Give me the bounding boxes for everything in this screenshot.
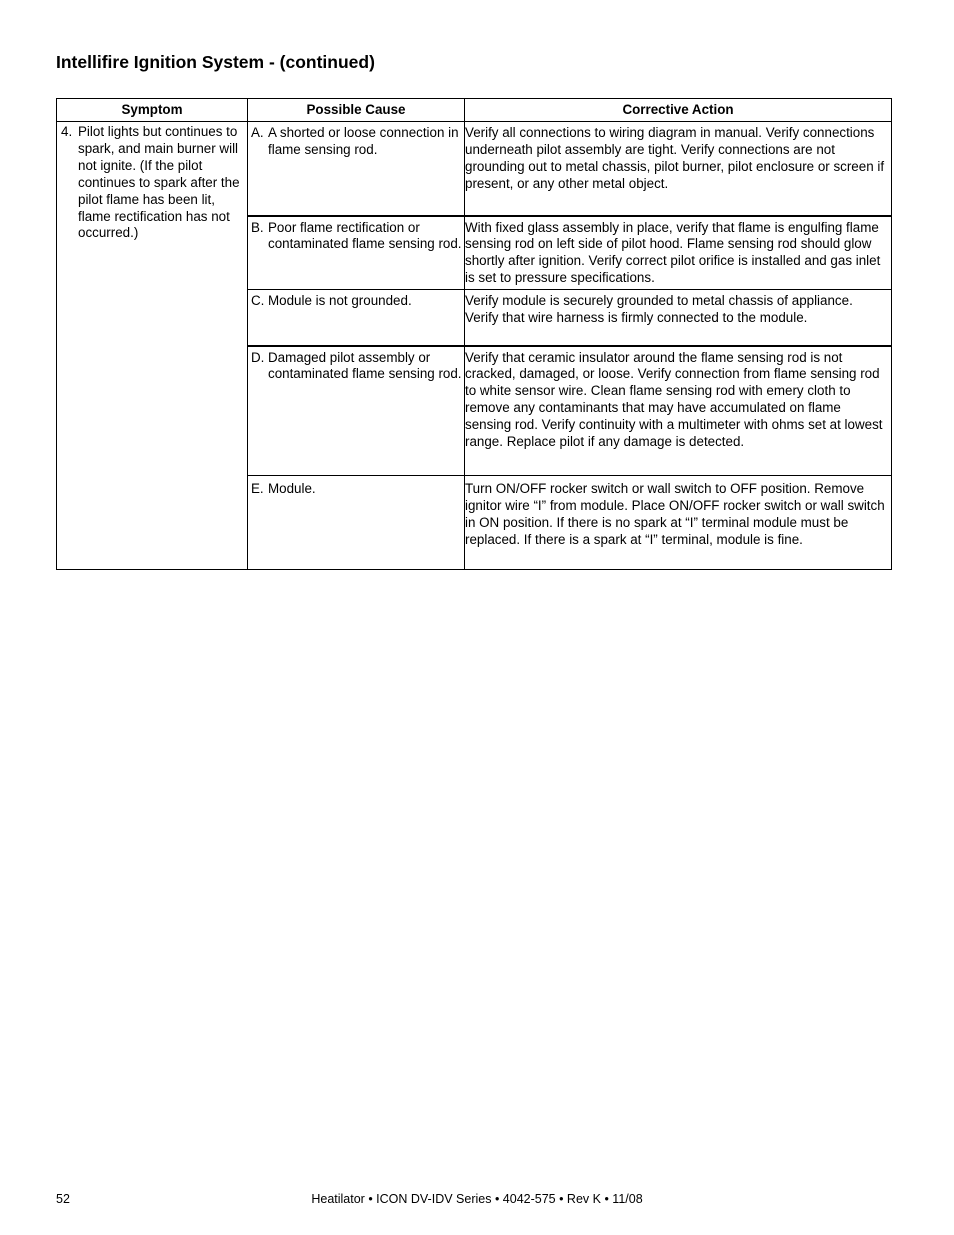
footer-document-text: Heatilator • ICON DV-IDV Series • 4042-575 • Rev K • 11/08 <box>311 1192 643 1206</box>
action-cell: With fixed glass assembly in place, verify that flame is engulfing flame sensing rod on left side of pilot hood. Flame sensing rod should glow shortly after ignition. Verify correct pilot orifice is installed and gas inlet is set to pressure specifications. <box>465 216 892 290</box>
symptom-cell <box>57 122 248 570</box>
action-cell: Turn ON/OFF rocker switch or wall switch to OFF position. Remove ignitor wire “I” from module. Place ON/OFF rocker switch or wall switch in ON position. If there is no spark at “I” terminal module must be replaced. If there is a spark at “I” terminal, module is fine. <box>465 476 892 570</box>
cause-letter: C. <box>251 293 265 308</box>
action-cell: Verify module is securely grounded to metal chassis of appliance. Verify that wire harness is firmly connected to the module. <box>465 290 892 346</box>
cause-cell <box>248 216 465 290</box>
cause-text: A shorted or loose connection in flame sensing rod. <box>268 125 459 157</box>
header-possible-cause: Possible Cause <box>248 99 465 122</box>
table-row <box>57 122 892 216</box>
cause-letter: A. <box>251 125 264 140</box>
troubleshooting-table <box>56 98 892 570</box>
cause-text: Poor flame rectification or contaminated flame sensing rod. <box>268 219 462 252</box>
cause-cell <box>248 122 465 216</box>
action-cell: Verify that ceramic insulator around the flame sensing rod is not cracked, damaged, or loose. Verify connection from flame sensing rod to white sensor wire. Clean flame sensing rod with emery cloth to remove any contaminants that may have accumulated on flame sensing rod. Verify continuity with a multimeter with ohms set at lowest range. Replace pilot if any damage is detected. <box>465 346 892 476</box>
cause-letter: D. <box>251 349 265 365</box>
cause-letter: E. <box>251 481 264 496</box>
table-header-row <box>57 99 892 122</box>
header-corrective-action: Corrective Action <box>465 99 892 122</box>
symptom-text: Pilot lights but continues to spark, and main burner will not ignite. (If the pilot continues to spark after the pilot flame has been lit, flame rectification has not occurred.) <box>78 124 240 241</box>
cause-cell <box>248 290 465 346</box>
cause-cell <box>248 346 465 476</box>
cause-text: Module is not grounded. <box>268 293 412 308</box>
symptom-number: 4. <box>61 124 73 139</box>
header-symptom: Symptom <box>57 99 248 122</box>
footer-document-info <box>0 1192 954 1206</box>
action-cell: Verify all connections to wiring diagram in manual. Verify connections underneath pilot assembly are tight. Verify connections are not grounding out to metal chassis, pilot burner, pilot enclosure or screen if present, or any other metal object. <box>465 122 892 216</box>
cause-letter: B. <box>251 219 264 235</box>
cause-text: Module. <box>268 481 316 496</box>
cause-cell <box>248 476 465 570</box>
cause-text: Damaged pilot assembly or contaminated flame sensing rod. <box>268 349 462 382</box>
page-number: 52 <box>56 1192 70 1206</box>
page-title: Intellifire Ignition System - (continued) <box>56 52 375 72</box>
